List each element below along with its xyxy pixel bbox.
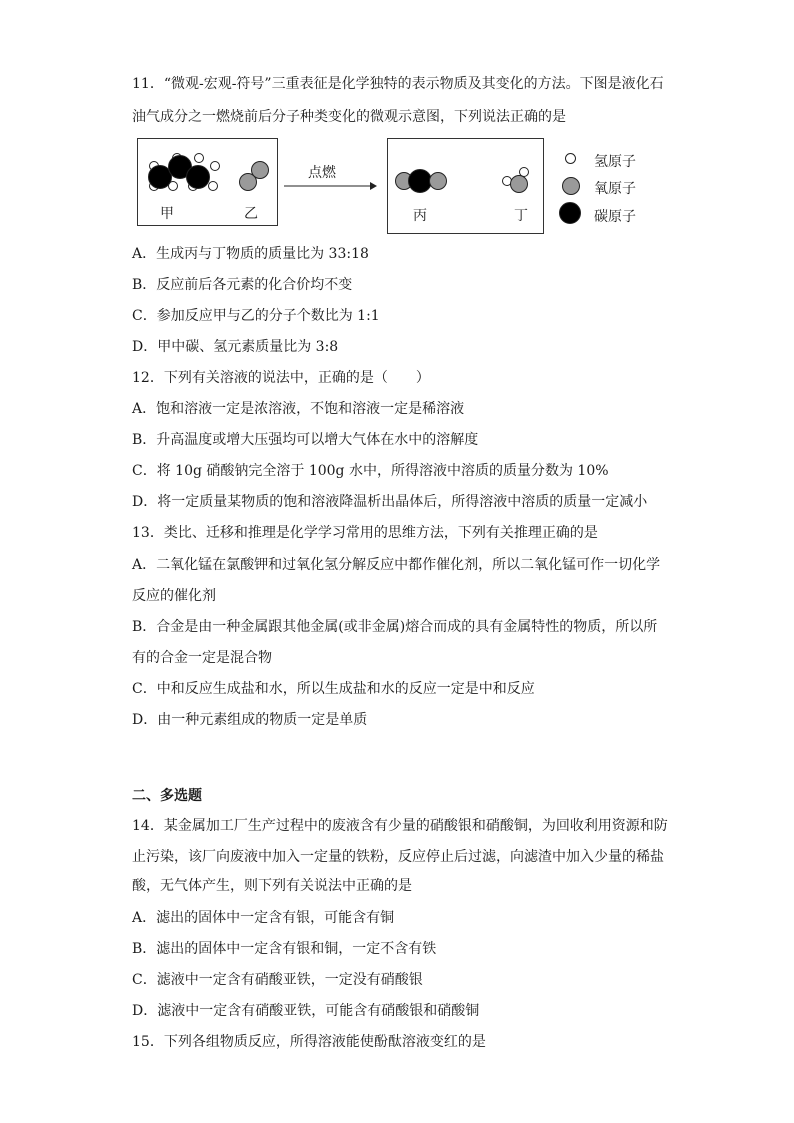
hydrogen-atom-icon bbox=[565, 153, 576, 164]
arrow-label: 点燃 bbox=[308, 165, 336, 181]
q11-stem-line1: 11．“微观-宏观-符号”三重表征是化学独特的表示物质及其变化的方法。下图是液化石 bbox=[132, 76, 664, 92]
q11-option-a: A．生成丙与丁物质的质量比为 33:18 bbox=[132, 246, 369, 262]
products-box bbox=[387, 138, 544, 234]
label-bing: 丙 bbox=[413, 208, 427, 224]
label-yi: 乙 bbox=[244, 206, 258, 222]
q15-stem: 15．下列各组物质反应，所得溶液能使酚酞溶液变红的是 bbox=[132, 1034, 486, 1050]
q13-option-a-line1: A．二氧化锰在氯酸钾和过氧化氢分解反应中都作催化剂，所以二氧化锰可作一切化学 bbox=[132, 557, 661, 573]
hydrogen-atom-icon bbox=[194, 153, 204, 163]
carbon-atom-icon bbox=[559, 202, 581, 224]
q14-option-c: C．滤液中一定含有硝酸亚铁，一定没有硝酸银 bbox=[132, 972, 423, 988]
q14-option-d: D．滤液中一定含有硝酸亚铁，可能含有硝酸银和硝酸铜 bbox=[132, 1003, 480, 1019]
section-title: 二、多选题 bbox=[132, 788, 202, 804]
oxygen-atom-icon bbox=[429, 172, 447, 190]
q11-option-b: B．反应前后各元素的化合价均不变 bbox=[132, 277, 353, 293]
q12-option-d: D．将一定质量某物质的饱和溶液降温析出晶体后，所得溶液中溶质的质量一定减小 bbox=[132, 494, 648, 510]
q14-option-a: A．滤出的固体中一定含有银，可能含有铜 bbox=[132, 910, 395, 926]
q12-option-b: B．升高温度或增大压强均可以增大气体在水中的溶解度 bbox=[132, 432, 479, 448]
reaction-arrow-icon bbox=[282, 180, 378, 192]
q12-option-c: C．将 10g 硝酸钠完全溶于 100g 水中，所得溶液中溶质的质量分数为 10% bbox=[132, 463, 609, 479]
q14-option-b: B．滤出的固体中一定含有银和铜，一定不含有铁 bbox=[132, 941, 437, 957]
q13-stem: 13．类比、迁移和推理是化学学习常用的思维方法，下列有关推理正确的是 bbox=[132, 525, 598, 541]
q13-option-a-line2: 反应的催化剂 bbox=[132, 588, 216, 604]
q13-option-c: C．中和反应生成盐和水，所以生成盐和水的反应一定是中和反应 bbox=[132, 681, 535, 697]
q14-stem-line3: 酸，无气体产生，则下列有关说法中正确的是 bbox=[132, 878, 412, 894]
q11-option-c: C．参加反应甲与乙的分子个数比为 1:1 bbox=[132, 308, 380, 324]
oxygen-atom-icon bbox=[510, 175, 528, 193]
q13-option-b-line2: 有的合金一定是混合物 bbox=[132, 650, 272, 666]
hydrogen-atom-icon bbox=[208, 181, 218, 191]
q11-stem-line2: 油气成分之一燃烧前后分子种类变化的微观示意图，下列说法正确的是 bbox=[132, 109, 566, 125]
label-jia: 甲 bbox=[160, 206, 174, 222]
oxygen-atom-icon bbox=[562, 177, 580, 195]
legend-carbon: 碳原子 bbox=[594, 209, 636, 225]
q13-option-d: D．由一种元素组成的物质一定是单质 bbox=[132, 712, 368, 728]
q13-option-b-line1: B．合金是由一种金属跟其他金属(或非金属)熔合而成的具有金属特性的物质，所以所 bbox=[132, 619, 658, 635]
carbon-atom-icon bbox=[186, 165, 210, 189]
q14-stem-line1: 14．某金属加工厂生产过程中的废液含有少量的硝酸银和硝酸铜，为回收利用资源和防 bbox=[132, 818, 668, 834]
q12-option-a: A．饱和溶液一定是浓溶液，不饱和溶液一定是稀溶液 bbox=[132, 401, 465, 417]
oxygen-atom-icon bbox=[251, 161, 269, 179]
q14-stem-line2: 止污染，该厂向废液中加入一定量的铁粉，反应停止后过滤，向滤渣中加入少量的稀盐 bbox=[132, 849, 664, 865]
legend-oxygen: 氧原子 bbox=[594, 181, 636, 197]
reactants-box bbox=[137, 138, 278, 226]
hydrogen-atom-icon bbox=[210, 161, 220, 171]
label-ding: 丁 bbox=[514, 208, 528, 224]
legend-hydrogen: 氢原子 bbox=[594, 154, 636, 170]
q12-stem: 12．下列有关溶液的说法中，正确的是（ ） bbox=[132, 370, 430, 386]
q11-option-d: D．甲中碳、氢元素质量比为 3:8 bbox=[132, 339, 339, 355]
